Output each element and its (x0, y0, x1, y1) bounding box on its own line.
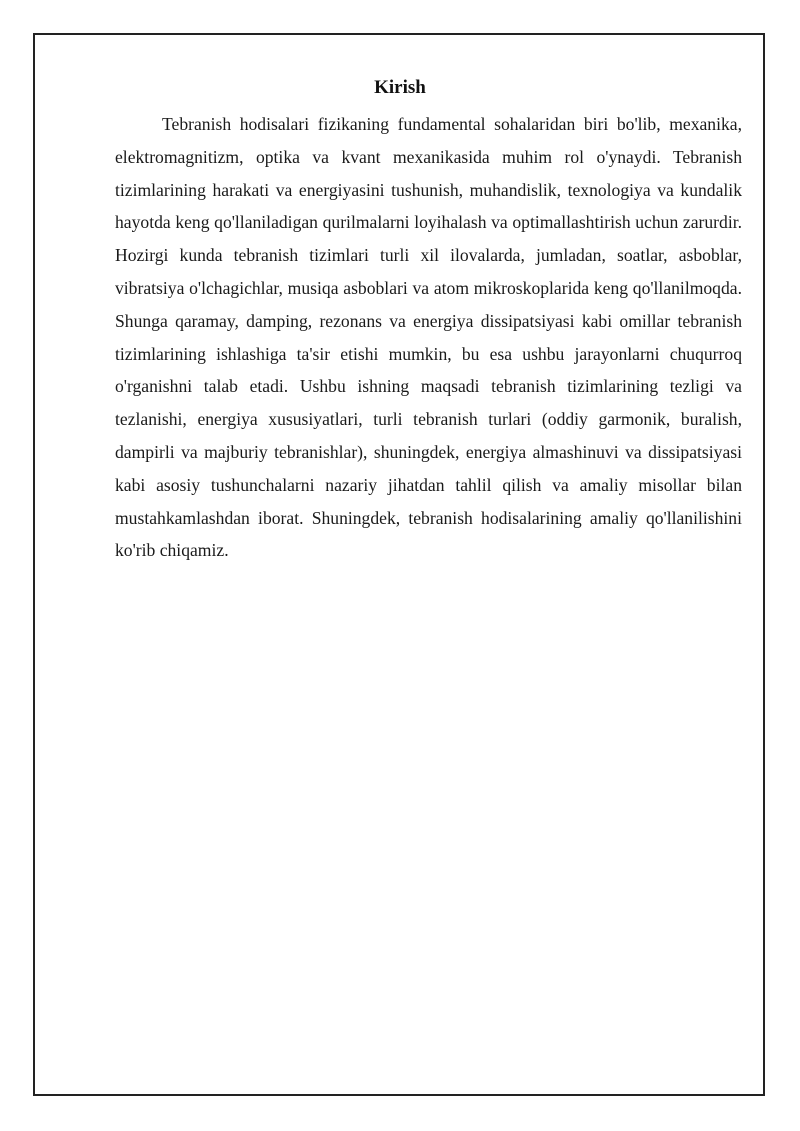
intro-paragraph: Tebranish hodisalari fizikaning fundamental sohalaridan biri bo'lib, mexanika, elektromagnitizm, optika va kvant mexanikasida muhim rol o'ynaydi. Tebranish tizimlarining harakati va energiyasini tushunish, muhandislik, texnologiya va kundalik hayotda keng qo'llaniladigan qurilmalarni loyihalash va optimallashtirish uchun zarurdir. Hozirgi kunda tebranish tizimlari turli xil ilovalarda, jumladan, soatlar, asboblar, vibratsiya o'lchagichlar, musiqa asboblari va atom mikroskoplarida keng qo'llanilmoqda. Shunga qaramay, damping, rezonans va energiya dissipatsiyasi kabi omillar tebranish tizimlarining ishlashiga ta'sir etishi mumkin, bu esa ushbu jarayonlarni chuqurroq o'rganishni talab etadi. Ushbu ishning maqsadi tebranish tizimlarining tezligi va tezlanishi, energiya xususiyatlari, turli tebranish turlari (oddiy garmonik, buralish, dampirli va majburiy tebranishlar), shuningdek, energiya almashinuvi va dissipatsiyasi kabi asosiy tushunchalarni nazariy jihatdan tahlil qilish va amaliy misollar bilan mustahkamlashdan iborat. Shuningdek, tebranish hodisalarining amaliy qo'llanilishini ko'rib chiqamiz. (115, 114, 742, 561)
page-title: Kirish (374, 77, 426, 98)
